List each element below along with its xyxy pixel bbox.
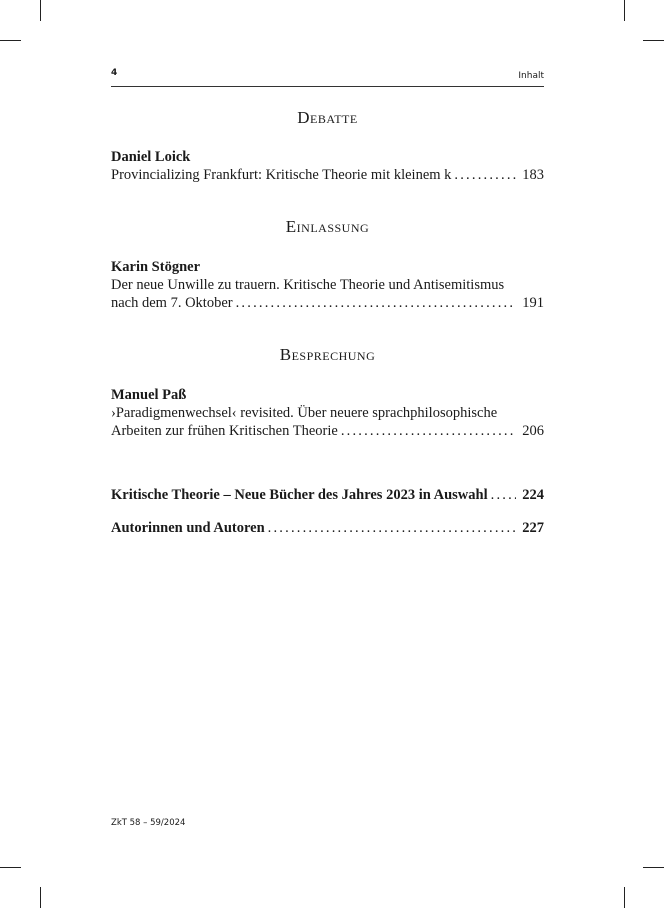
- entry-author: Karin Stögner: [111, 259, 201, 275]
- entry-title: Arbeiten zur frühen Kritischen Theorie: [111, 423, 338, 439]
- crop-mark: [0, 40, 21, 41]
- entry-title-line[interactable]: [111, 166, 544, 184]
- entry-title-line1: Der neue Unwille zu trauern. Kritische Theorie und Antisemitismus: [111, 277, 505, 293]
- toc-entry: [111, 258, 544, 312]
- entry-title-line[interactable]: [111, 486, 544, 504]
- entry-title-line[interactable]: [111, 422, 544, 440]
- entry-page: 206: [522, 423, 544, 439]
- entry-title: Kritische Theorie – Neue Bücher des Jahres 2023 in Auswahl: [111, 487, 488, 503]
- toc-entry-books: [111, 486, 544, 504]
- crop-mark: [624, 0, 625, 21]
- entry-title: nach dem 7. Oktober: [111, 295, 233, 311]
- entry-page: 191: [522, 295, 544, 311]
- dot-leader: [233, 294, 517, 312]
- entry-page: 183: [522, 167, 544, 183]
- section-heading-besprechung: Besprechung: [279, 345, 376, 364]
- dot-leader: [451, 166, 516, 184]
- entry-page: 224: [522, 487, 544, 503]
- crop-mark: [40, 887, 41, 908]
- entry-title-line[interactable]: [111, 294, 544, 312]
- toc-entry: [111, 386, 544, 440]
- dot-leader: [265, 519, 517, 537]
- running-title: Inhalt: [518, 71, 544, 81]
- entry-title: Provincializing Frankfurt: Kritische Theorie mit kleinem k: [111, 167, 452, 183]
- crop-mark: [0, 867, 21, 868]
- dot-leader: [338, 422, 516, 440]
- crop-mark: [643, 867, 664, 868]
- header-rule: [111, 86, 544, 87]
- entry-title-line1: ›Paradigmenwechsel‹ revisited. Über neuere sprachphilosophische: [111, 405, 498, 421]
- section-heading-einlassung: Einlassung: [285, 217, 370, 236]
- entry-author: Manuel Paß: [111, 387, 187, 403]
- running-header: [111, 66, 544, 88]
- toc-entry-authors: [111, 519, 544, 537]
- entry-title: Autorinnen und Autoren: [111, 520, 265, 536]
- entry-author: Daniel Loick: [111, 149, 191, 165]
- toc-entry: [111, 148, 544, 184]
- page-number: 4: [111, 68, 118, 78]
- journal-footer: ZkT 58 – 59/2024: [111, 818, 186, 828]
- crop-mark: [624, 887, 625, 908]
- dot-leader: [488, 486, 517, 504]
- entry-page: 227: [522, 520, 544, 536]
- crop-mark: [40, 0, 41, 21]
- section-heading-debatte: Debatte: [297, 108, 358, 127]
- crop-mark: [643, 40, 664, 41]
- entry-title-line[interactable]: [111, 519, 544, 537]
